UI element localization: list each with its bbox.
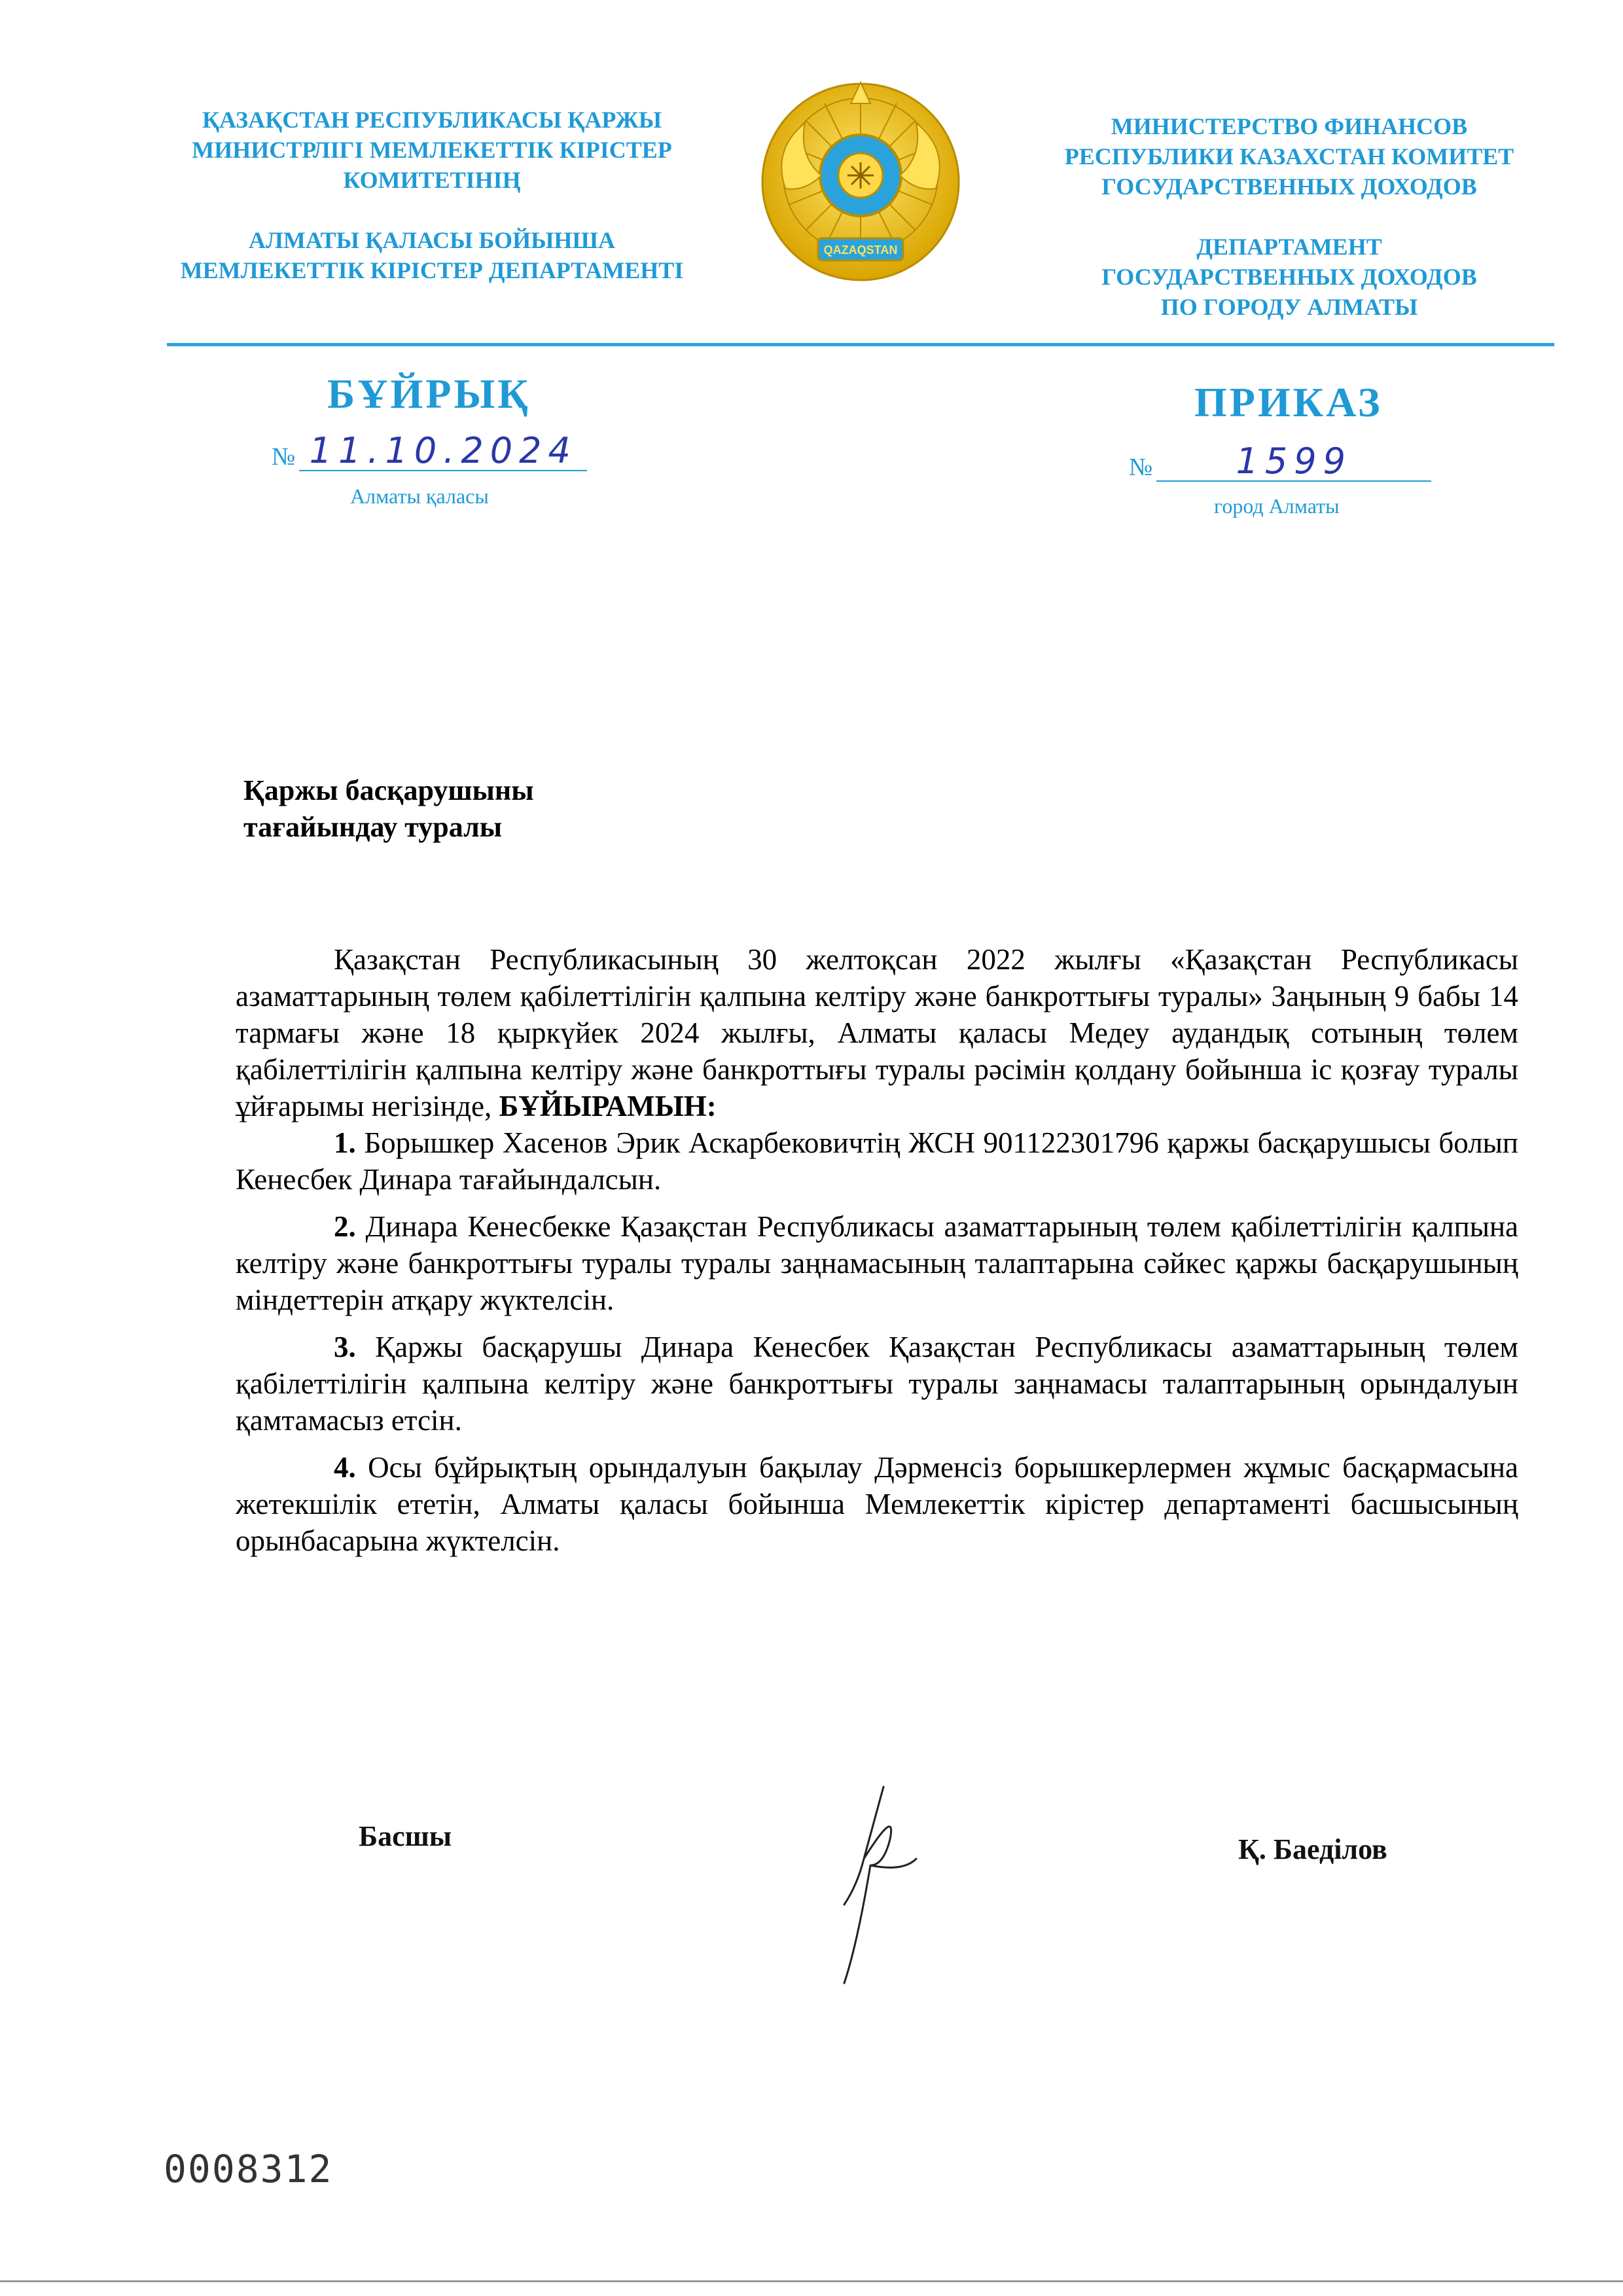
item-text: Осы бұйрықтың орындалуын бақылау Дәрменсіз борышкерлермен жұмыс басқармасына жетекшілік ететін, Алматы қаласы бойынша Мемлекеттік кірістер департаменті басшысының орынбасарына жүктелсін. xyxy=(236,1451,1518,1557)
header-right-line: ГОСУДАРСТВЕННЫХ ДОХОДОВ xyxy=(1101,173,1477,200)
order-item xyxy=(236,1329,1518,1439)
header-left-line: АЛМАТЫ ҚАЛАСЫ БОЙЫНША xyxy=(249,227,615,253)
order-subject xyxy=(243,772,534,846)
svg-text:QAZAQSTAN: QAZAQSTAN xyxy=(823,243,898,257)
number-sign: № xyxy=(1129,454,1153,481)
order-command: БҰЙЫРАМЫН: xyxy=(499,1090,717,1122)
handwritten-signature xyxy=(818,1780,962,1990)
header-right-line: МИНИСТЕРСТВО ФИНАНСОВ xyxy=(1111,113,1468,139)
preamble-paragraph: Қазақстан Республикасының 30 желтоқсан 2022 жылғы «Қазақстан Республикасы азаматтарының төлем қабілеттілігін қалпына келтіру және банкроттығы туралы» Заңының 9 бабы 14 тармағы және 18 қыркүйек 2024 жылғы, Алматы қаласы Медеу аудандық сотының төлем қабілеттілігін қалпына келтіру және банкроттығы туралы рәсімін қолдану бойынша іс қозғау туралы ұйғарымы негізінде, БҰЙЫРАМЫН: xyxy=(236,943,1518,1122)
header-divider xyxy=(167,343,1554,346)
subject-line: тағайындау туралы xyxy=(243,811,503,843)
header-right-line: РЕСПУБЛИКИ КАЗАХСТАН КОМИТЕТ xyxy=(1064,143,1514,170)
header-right-line: ГОСУДАРСТВЕННЫХ ДОХОДОВ xyxy=(1101,264,1477,290)
header-right-line: ДЕПАРТАМЕНТ xyxy=(1196,234,1382,260)
document-serial-number: 0008312 xyxy=(164,2147,333,2191)
order-title-ru: ПРИКАЗ xyxy=(1194,379,1383,425)
signatory-name: Қ. Баеділов xyxy=(1238,1833,1387,1865)
subject-line: Қаржы басқарушыны xyxy=(243,774,534,806)
item-number: 4. xyxy=(334,1451,356,1484)
order-body xyxy=(236,941,1518,1559)
item-number: 2. xyxy=(334,1210,356,1243)
header-right-line: ПО ГОРОДУ АЛМАТЫ xyxy=(1160,294,1418,320)
number-field xyxy=(1156,442,1431,482)
header-right-ru xyxy=(1041,111,1538,322)
city-label-ru: город Алматы xyxy=(1214,494,1340,518)
item-text: Динара Кенесбекке Қазақстан Республикасы азаматтарының төлем қабілеттілігін қалпына келтіру және банкроттығы туралы туралы заңнамасының талаптарына сәйкес қаржы басқарушының міндеттерін атқару жүктелсін. xyxy=(236,1210,1518,1316)
header-left-line: МЕМЛЕКЕТТІК КІРІСТЕР ДЕПАРТАМЕНТІ xyxy=(180,257,684,283)
order-title-kz: БҰЙРЫҚ xyxy=(327,370,531,417)
header-left-line: МИНИСТРЛІГІ МЕМЛЕКЕТТІК КІРІСТЕР xyxy=(192,137,672,163)
order-item xyxy=(236,1449,1518,1559)
item-number: 3. xyxy=(334,1331,356,1363)
header-left-line: ҚАЗАҚСТАН РЕСПУБЛИКАСЫ ҚАРЖЫ xyxy=(202,107,662,133)
scan-edge xyxy=(0,2280,1623,2282)
handwritten-date: 11.10.2024 xyxy=(309,430,577,471)
item-text: Қаржы басқарушы Динара Кенесбек Қазақстан Республикасы азаматтарының төлем қабілеттілігін қалпына келтіру және банкроттығы туралы заңнамасы талаптарының орындалуын қамтамасыз етсін. xyxy=(236,1331,1518,1437)
item-text: Борышкер Хасенов Эрик Аскарбековичтің ЖСН 901122301796 қаржы басқарушысы болып Кенесбек Динара тағайындалсын. xyxy=(236,1126,1518,1196)
order-number-line xyxy=(1129,442,1431,482)
order-item xyxy=(236,1124,1518,1198)
header-left-kz xyxy=(144,105,720,285)
order-date-line xyxy=(272,432,587,471)
order-item xyxy=(236,1208,1518,1318)
number-sign: № xyxy=(272,443,296,471)
item-number: 1. xyxy=(334,1126,356,1159)
header-left-line: КОМИТЕТІНІҢ xyxy=(343,167,521,193)
signatory-title: Басшы xyxy=(359,1820,452,1852)
city-label-kz: Алматы қаласы xyxy=(350,484,489,508)
state-emblem-icon xyxy=(759,77,962,293)
handwritten-number: 1599 xyxy=(1236,440,1352,482)
date-field xyxy=(299,432,587,471)
